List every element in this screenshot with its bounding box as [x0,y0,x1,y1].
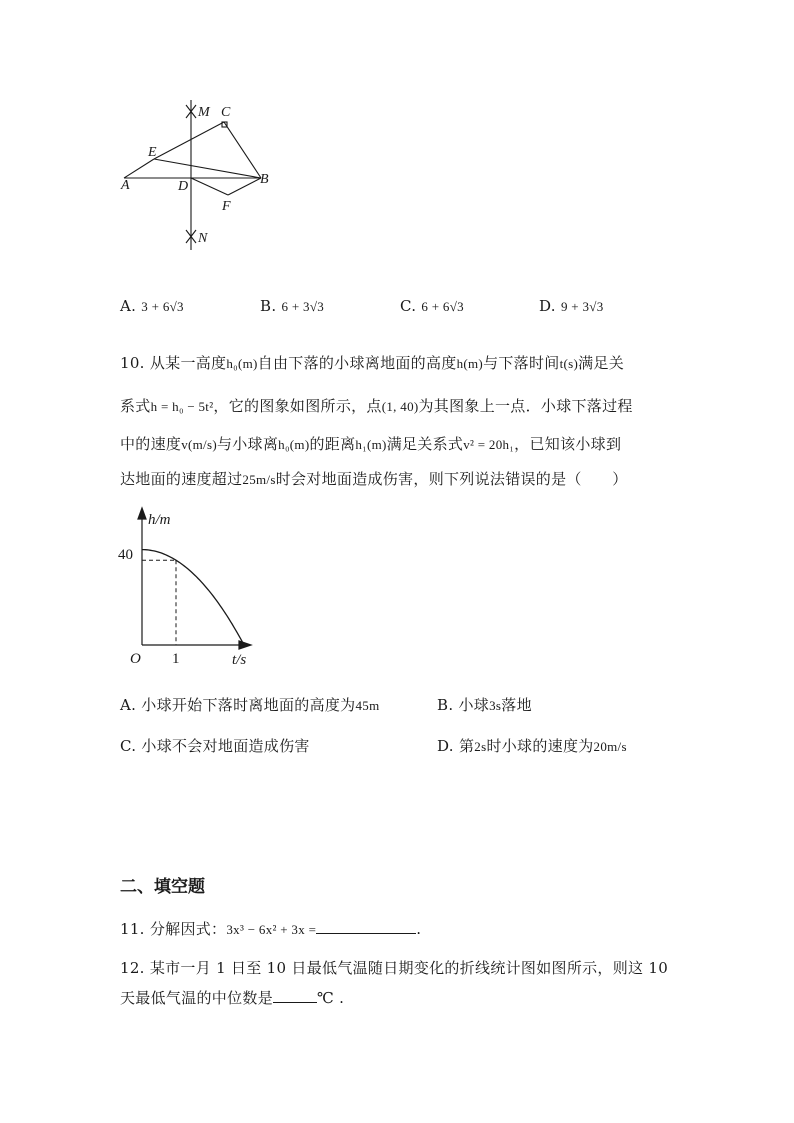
label-n: N [198,231,208,246]
y-axis-arrow [138,508,146,519]
question-number: 11. [120,920,145,938]
label-a: A [121,178,130,193]
series-line-h-vs-t [142,550,244,645]
q10-line-4 [120,468,628,489]
question-text: 天最低气温的中位数是 [120,989,274,1007]
text: 时会对地面造成伤害，则下列说法错误的是（ ） [275,470,628,488]
y-axis-label: h/m [148,512,171,528]
math: h(m) [456,356,484,371]
q10-line-1 [120,352,624,373]
question-text: 分解因式： [149,920,227,938]
text: 满足关系式 [386,435,464,453]
label-f: F [222,199,231,214]
q9-option-d [539,297,604,315]
q9-option-b [260,297,324,315]
option-expression: 6 + 3√3 [281,299,325,314]
text: 中的速度 [120,435,182,453]
option-text: 第 [458,737,475,755]
math: (1, 40) [381,399,419,414]
text: 系式 [120,397,151,415]
question-text: . [416,920,422,938]
question-text: ℃ . [317,989,345,1007]
geometry-figure-q9 [110,95,285,255]
math: 25m/s [242,472,276,487]
text: 与小球离 [216,435,279,453]
option-text: 落地 [501,696,532,714]
option-letter: C. [400,297,417,315]
option-expression: 9 + 3√3 [560,299,604,314]
math: h = h₀ − 5t² [150,399,214,414]
math: v² = 20h₁ [463,437,515,452]
option-letter: A. [120,297,137,315]
text: 达地面的速度超过 [120,470,243,488]
label-e: E [148,145,157,160]
math: v(m/s) [181,437,217,452]
question-math: 3x³ − 6x² + 3x = [226,922,317,937]
math: t(s) [559,356,579,371]
option-math: 2s [474,739,487,754]
option-math: 3s [489,698,502,713]
option-text: 小球开始下落时离地面的高度为 [141,696,356,714]
answer-blank[interactable] [316,919,416,934]
option-text: 时小球的速度为 [486,737,594,755]
q10-option-d [437,735,627,756]
q10-line-3 [120,433,621,454]
section-title: 二、填空题 [120,877,205,897]
option-letter: C. [120,737,137,755]
text: 为其图象上一点．小球下落过程 [418,397,633,415]
label-d: D [178,179,189,194]
label-c: C [221,105,231,120]
math: h₀(m) [278,437,310,452]
line-cb [224,122,261,178]
x-axis-label: t/s [232,652,247,668]
answer-blank[interactable] [273,988,317,1003]
option-letter: A. [120,696,137,714]
option-math: 45m [355,698,380,713]
math: h₀(m) [226,356,258,371]
text: 满足关 [578,354,625,372]
text: ，它的图象如图所示，点 [213,397,382,415]
line-df [191,178,228,195]
line-fb [228,178,261,195]
option-math: 20m/s [593,739,627,754]
q10-option-a [120,694,380,715]
q12-line-1: 12. 某市一月 1 日至 10 日最低气温随日期变化的折线统计图如图所示，则这 10 [120,959,669,977]
line-ec [154,122,224,159]
q9-option-a [120,297,184,315]
text: 与下落时间 [483,354,560,372]
text: 自由下落的小球离地面的高度 [257,354,457,372]
q10-option-b [437,694,532,715]
q10-option-c [120,735,310,756]
q9-option-c [400,297,464,315]
option-letter: B. [260,297,277,315]
label-m: M [198,105,210,120]
line-eb [154,159,261,178]
option-letter: D. [539,297,556,315]
option-text: 小球 [458,696,490,714]
origin-label: O [130,651,141,667]
question-number: 10. [120,354,145,372]
q12-line-2 [120,987,344,1008]
option-letter: D. [437,737,454,755]
math: h₁(m) [355,437,387,452]
option-expression: 6 + 6√3 [421,299,464,314]
q11 [120,918,421,939]
text: 从某一高度 [149,354,227,372]
text: 的距离 [309,435,356,453]
height-time-chart [108,505,268,675]
option-expression: 3 + 6√3 [141,299,184,314]
option-letter: B. [437,696,454,714]
option-text: 小球不会对地面造成伤害 [141,737,310,755]
label-b: B [260,172,269,187]
q10-line-2 [120,395,633,416]
x-axis-arrow [239,641,251,649]
x-tick-label: 1 [172,651,180,667]
line-ae [124,159,154,178]
y-tick-label: 40 [118,547,133,563]
text: ，已知该小球到 [514,435,622,453]
